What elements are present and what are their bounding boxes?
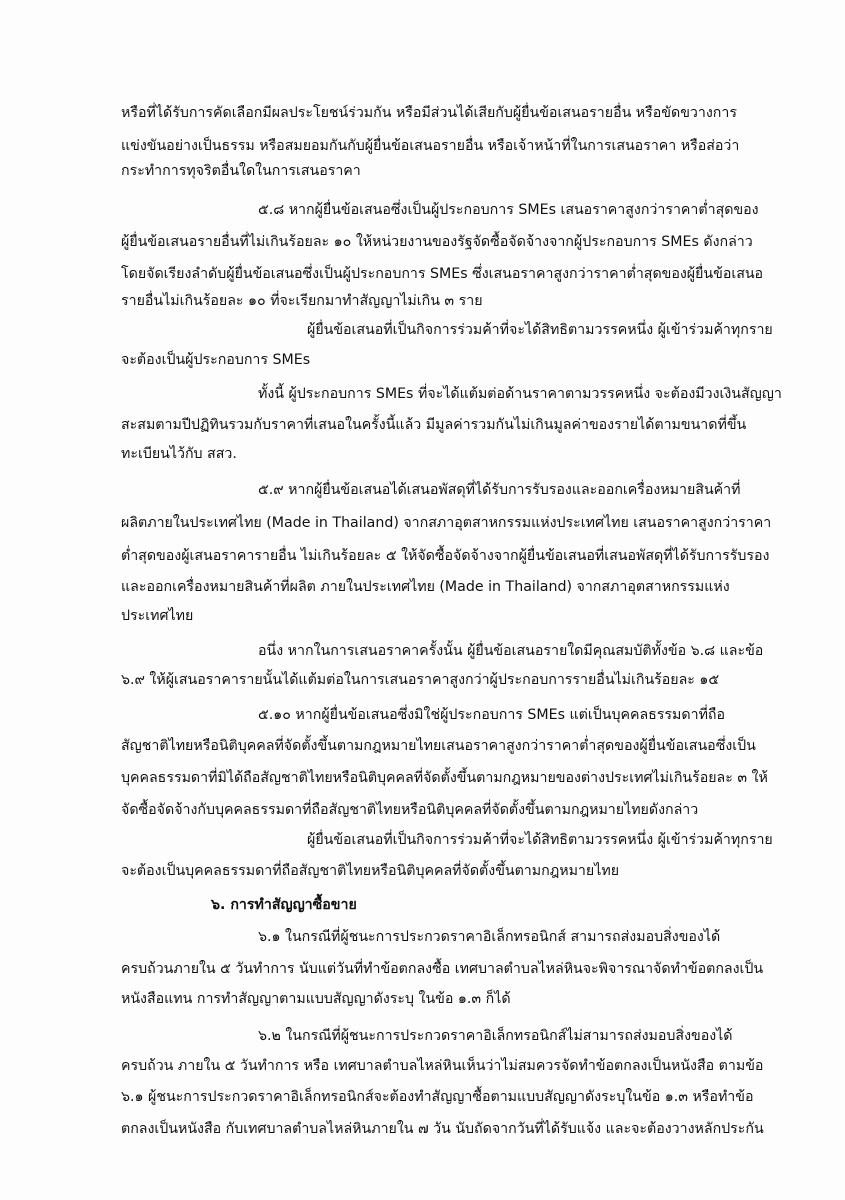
text-line: จะต้องเป็นผู้ประกอบการ SMEs [121,352,311,368]
text-line: ๖.๙ ให้ผู้เสนอราคารายนั้นได้แต้มต่อในการเสนอราคาสูงกว่าผู้ประกอบการรายอื่นไม่เกินร้อยละ ๑๕ [121,672,720,688]
text-line: บุคคลธรรมดาที่มิได้ถือสัญชาติไทยหรือนิติบุคคลที่จัดตั้งขึ้นตามกฎหมายของต่างประเทศไม่เกินร้อยละ ๓ ให้ [121,770,768,786]
text-line: ผู้ยื่นข้อเสนอรายอื่นที่ไม่เกินร้อยละ ๑๐ ให้หน่วยงานของรัฐจัดซื้อจัดจ้างจากผู้ประกอบการ SMEs ดังกล่าว [121,234,753,250]
text-line: ผู้ยื่นข้อเสนอที่เป็นกิจการร่วมค้าที่จะได้สิทธิตามวรรคหนึ่ง ผู้เข้าร่วมค้าทุกราย [307,832,773,848]
text-line: รายอื่นไม่เกินร้อยละ ๑๐ ที่จะเรียกมาทำสัญญาไม่เกิน ๓ ราย [121,293,483,309]
text-line: จัดซื้อจัดจ้างกับบุคคลธรรมดาที่ถือสัญชาติไทยหรือนิติบุคคลที่จัดตั้งขึ้นตามกฎหมายไทยดังกล่าว [121,802,699,818]
text-line: ทั้งนี้ ผู้ประกอบการ SMEs ที่จะได้แต้มต่อด้านราคาตามวรรคหนึ่ง จะต้องมีวงเงินสัญญา [258,386,782,402]
text-line: ครบถ้วน ภายใน ๕ วันทำการ หรือ เทศบาลตำบลไหล่หินเห็นว่าไม่สมควรจัดทำข้อตกลงเป็นหนังสือ ตามข้อ [121,1058,764,1074]
text-line: ทะเบียนไว้กับ สสว. [121,446,237,462]
text-line: ประเทศไทย [121,608,194,624]
text-line: ครบถ้วนภายใน ๕ วันทำการ นับแต่วันที่ทำข้อตกลงซื้อ เทศบาลตำบลไหล่หินจะพิจารณาจัดทำข้อตกลงเป็น [121,961,764,977]
text-line: กระทำการทุจริตอื่นใดในการเสนอราคา [121,163,361,179]
text-line: หรือที่ได้รับการคัดเลือกมีผลประโยชน์ร่วมกัน หรือมีส่วนได้เสียกับผู้ยื่นข้อเสนอรายอื่น หรือขัดขวางการ [121,105,737,121]
text-line: จะต้องเป็นบุคคลธรรมดาที่ถือสัญชาติไทยหรือนิติบุคคลที่จัดตั้งขึ้นตามกฎหมายไทย [121,863,620,879]
text-line: สะสมตามปีปฏิทินรวมกับราคาที่เสนอในครั้งนี้แล้ว มีมูลค่ารวมกันไม่เกินมูลค่าของรายได้ตามขนาดที่ขึ้น [121,417,747,433]
section-5-10-heading: ๕.๑๐ หากผู้ยื่นข้อเสนอซึ่งมิใช่ผู้ประกอบการ SMEs แต่เป็นบุคคลธรรมดาที่ถือ [258,707,726,723]
section-5-9-heading: ๕.๙ หากผู้ยื่นข้อเสนอได้เสนอพัสดุที่ได้รับการรับรองและออกเครื่องหมายสินค้าที่ [258,482,741,498]
text-line: และออกเครื่องหมายสินค้าที่ผลิต ภายในประเทศไทย (Made in Thailand) จากสภาอุตสาหกรรมแห่ง [121,579,730,595]
text-line: แข่งขันอย่างเป็นธรรม หรือสมยอมกันกับผู้ยื่นข้อเสนอรายอื่น หรือเจ้าหน้าที่ในการเสนอราคา หรือส่อว่า [121,138,740,154]
text-line: ๖.๑ ผู้ชนะการประกวดราคาอิเล็กทรอนิกส์จะต้องทำสัญญาซื้อตามแบบสัญญาดังระบุในข้อ ๑.๓ หรือทำข้อ [121,1089,754,1105]
section-6-heading: ๖. การทำสัญญาซื้อขาย [211,897,357,913]
text-line: ผู้ยื่นข้อเสนอที่เป็นกิจการร่วมค้าที่จะได้สิทธิตามวรรคหนึ่ง ผู้เข้าร่วมค้าทุกราย [307,322,773,338]
text-line: ผลิตภายในประเทศไทย (Made in Thailand) จากสภาอุตสาหกรรมแห่งประเทศไทย เสนอราคาสูงกว่าราคา [121,515,772,531]
section-5-8-heading: ๕.๘ หากผู้ยื่นข้อเสนอซึ่งเป็นผู้ประกอบการ SMEs เสนอราคาสูงกว่าราคาต่ำสุดของ [258,202,759,218]
text-line: อนึ่ง หากในการเสนอราคาครั้งนั้น ผู้ยื่นข้อเสนอรายใดมีคุณสมบัติทั้งข้อ ๖.๘ และข้อ [258,643,764,659]
text-line: ตกลงเป็นหนังสือ กับเทศบาลตำบลไหล่หินภายใน ๗ วัน นับถัดจากวันที่ได้รับแจ้ง และจะต้องวางหลักประกัน [121,1121,764,1137]
text-line: ต่ำสุดของผู้เสนอราคารายอื่น ไม่เกินร้อยละ ๕ ให้จัดซื้อจัดจ้างจากผู้ยื่นข้อเสนอที่เสนอพัสดุที่ได้รับการรับรอง [121,548,770,564]
text-line: หนังสือแทน การทำสัญญาตามแบบสัญญาดังระบุ ในข้อ ๑.๓ ก็ได้ [121,991,511,1007]
section-6-2-heading: ๖.๒ ในกรณีที่ผู้ชนะการประกวดราคาอิเล็กทรอนิกส์ไม่สามารถส่งมอบสิ่งของได้ [258,1028,733,1044]
text-line: สัญชาติไทยหรือนิติบุคคลที่จัดตั้งขึ้นตามกฎหมายไทยเสนอราคาสูงกว่าราคาต่ำสุดของผู้ยื่นข้อเสนอซึ่งเป็น [121,738,756,754]
text-line: โดยจัดเรียงลำดับผู้ยื่นข้อเสนอซึ่งเป็นผู้ประกอบการ SMEs ซึ่งเสนอราคาสูงกว่าราคาต่ำสุดของผู้ยื่นข้อเสนอ [121,266,764,282]
section-6-1-heading: ๖.๑ ในกรณีที่ผู้ชนะการประกวดราคาอิเล็กทรอนิกส์ สามารถส่งมอบสิ่งของได้ [258,929,721,945]
